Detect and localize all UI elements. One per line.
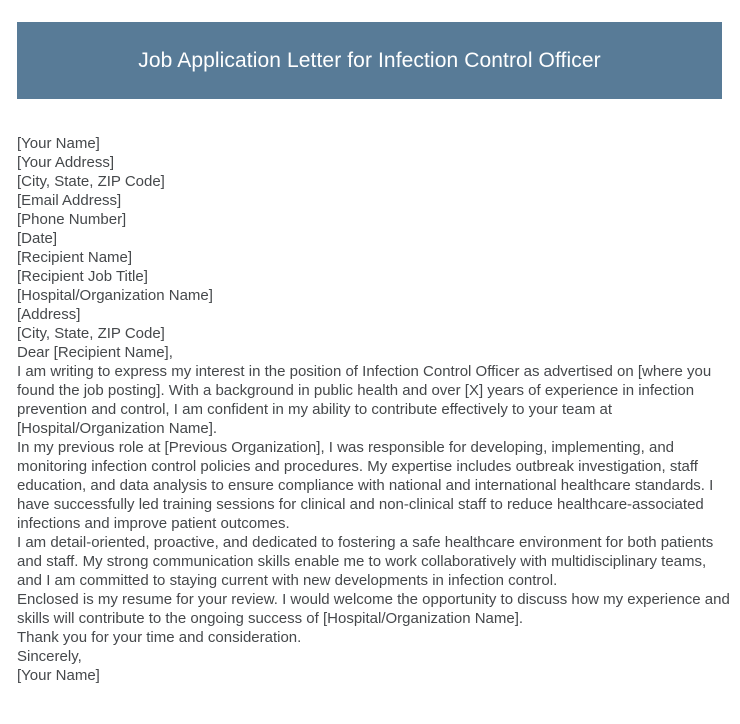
sender-line-date: [Date] [17, 230, 58, 247]
letter-content [17, 134, 731, 685]
sender-line-city-state-zip: [City, State, ZIP Code] [17, 173, 165, 190]
page-title: Job Application Letter for Infection Control Officer [138, 48, 601, 72]
recipient-line-organization: [Hospital/Organization Name] [17, 287, 213, 304]
body-paragraph-1: I am writing to express my interest in the position of Infection Control Officer as advertised on [where you found the job posting]. With a background in public health and over [X] years of experience in infection prevention and control, I am confident in my ability to contribute effectively to your team at [Hospital/Organization Name]. [17, 363, 712, 437]
recipient-line-address: [Address] [17, 306, 81, 323]
body-paragraph-5: Thank you for your time and consideration. [17, 629, 302, 646]
recipient-line-city-state-zip: [City, State, ZIP Code] [17, 325, 165, 342]
sender-line-address: [Your Address] [17, 154, 115, 171]
sender-line-email: [Email Address] [17, 192, 122, 209]
document-title-banner [17, 22, 722, 99]
closing-salutation: Sincerely, [17, 648, 82, 665]
sender-line-phone: [Phone Number] [17, 211, 127, 228]
signature-name: [Your Name] [17, 667, 100, 684]
sender-line-name: [Your Name] [17, 135, 100, 152]
salutation: Dear [Recipient Name], [17, 344, 173, 361]
sender-address-block [17, 134, 731, 248]
recipient-line-name: [Recipient Name] [17, 249, 133, 266]
body-paragraph-2: In my previous role at [Previous Organization], I was responsible for developing, implementing, and monitoring infection control policies and procedures. My expertise includes outbreak investigation, staff education, and data analysis to ensure compliance with national and international healthcare standards. I have successfully led training sessions for clinical and non-clinical staff to reduce healthcare-associated infections and improve patient outcomes. [17, 439, 714, 532]
recipient-address-block [17, 248, 731, 343]
recipient-line-job-title: [Recipient Job Title] [17, 268, 148, 285]
body-paragraph-3: I am detail-oriented, proactive, and dedicated to fostering a safe healthcare environment for both patients and staff. My strong communication skills enable me to work collaboratively with multidisciplinary teams, and I am committed to staying current with new developments in infection control. [17, 534, 714, 589]
body-paragraph-4: Enclosed is my resume for your review. I would welcome the opportunity to discuss how my experience and skills will contribute to the ongoing success of [Hospital/Organization Name]. [17, 591, 730, 627]
